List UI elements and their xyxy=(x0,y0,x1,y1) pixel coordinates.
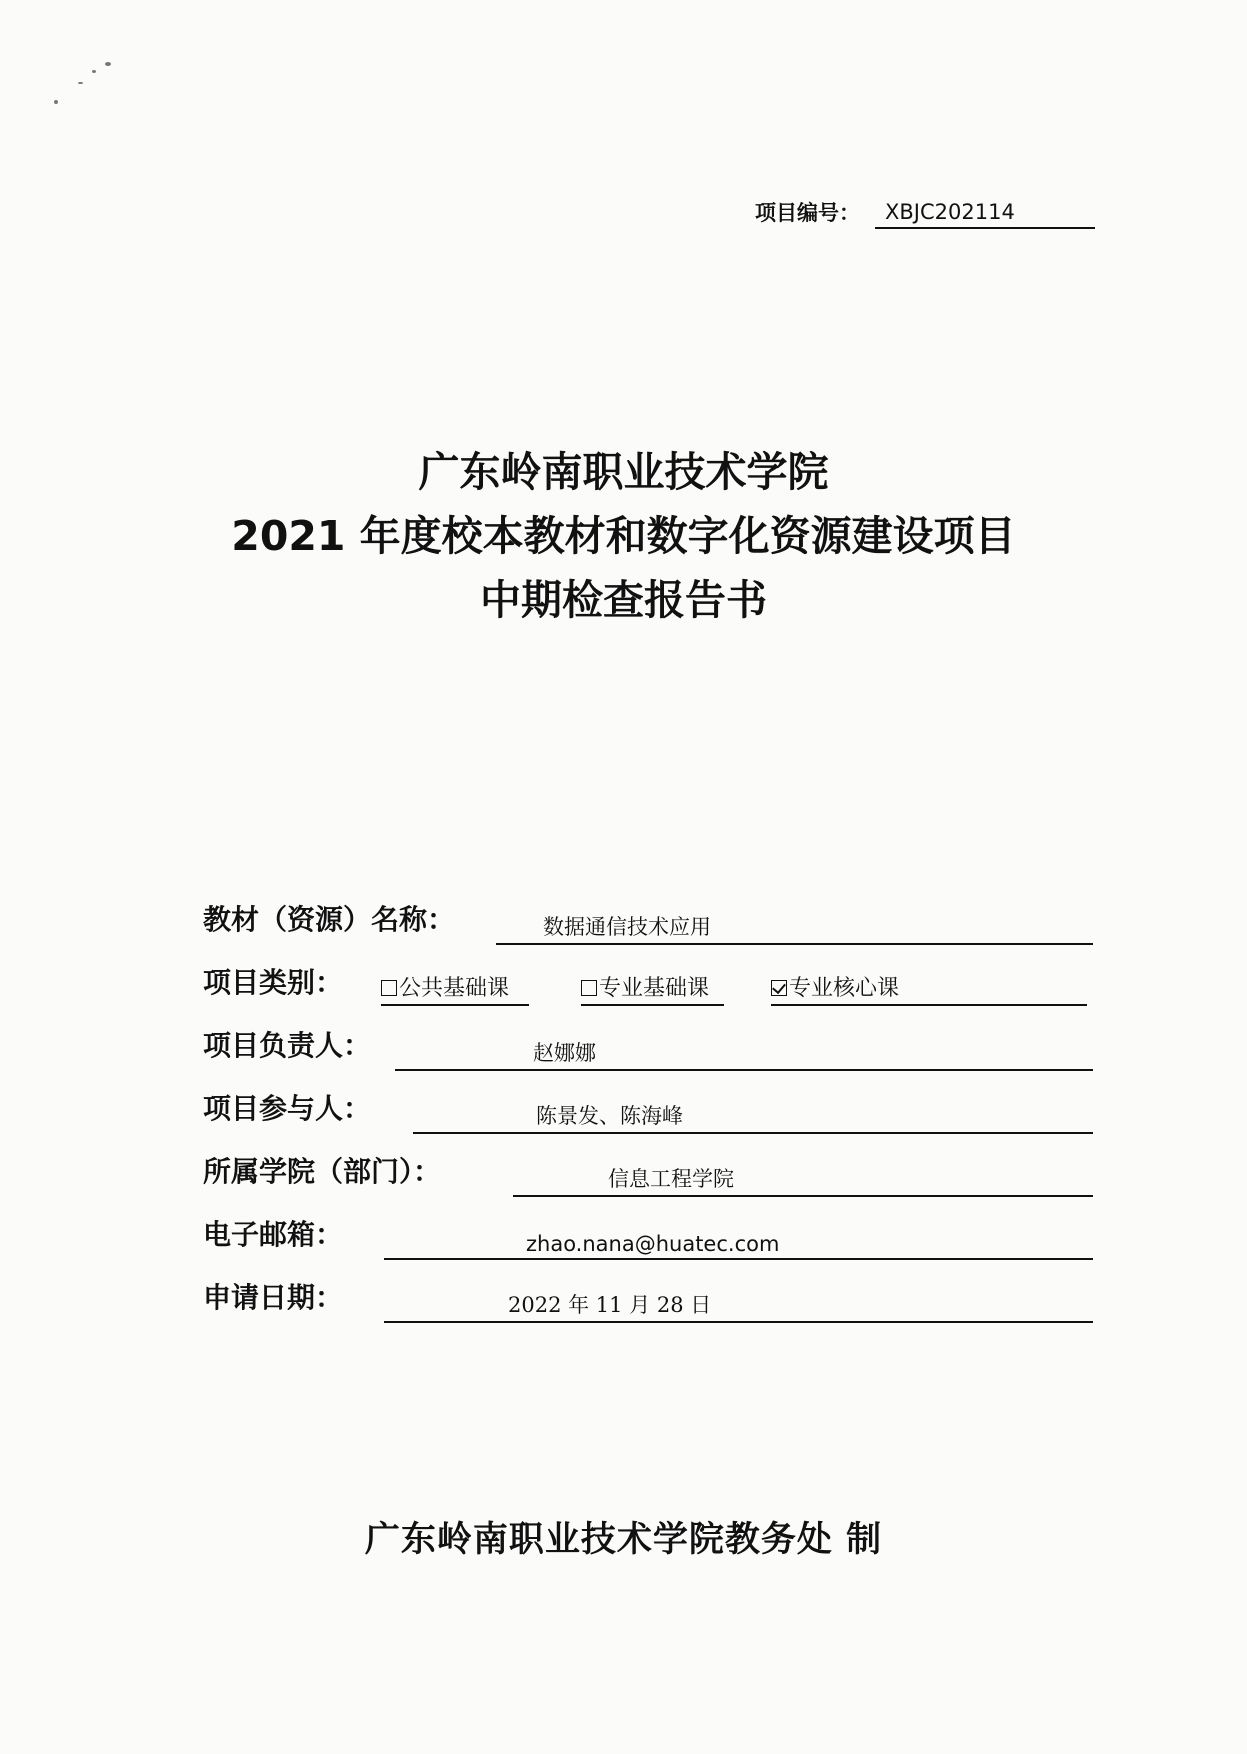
report-title xyxy=(0,440,1247,632)
college-row xyxy=(203,1142,1093,1205)
participants-line xyxy=(413,1098,1093,1134)
category-option-label: 专业核心课 xyxy=(789,976,900,1001)
project-number-label: 项目编号： xyxy=(755,201,860,225)
material-name-value: 数据通信技术应用 xyxy=(543,915,711,939)
checked-box-icon xyxy=(771,980,787,996)
title-line-institution: 广东岭南职业技术学院 xyxy=(418,448,829,496)
leader-line xyxy=(395,1035,1093,1071)
leader-value: 赵娜娜 xyxy=(533,1041,596,1065)
leader-label: 项目负责人： xyxy=(203,1029,372,1062)
scan-speck xyxy=(78,82,83,84)
date-value: 2022 年 11 月 28 日 xyxy=(508,1293,712,1317)
info-form xyxy=(203,890,1093,1331)
project-number-value: XBJC202114 xyxy=(875,197,1095,229)
category-option-core xyxy=(771,971,1087,1006)
date-label: 申请日期： xyxy=(203,1281,344,1314)
college-value: 信息工程学院 xyxy=(608,1167,734,1191)
category-label: 项目类别： xyxy=(203,966,344,999)
date-row xyxy=(203,1268,1093,1331)
date-line xyxy=(384,1287,1093,1323)
category-row xyxy=(203,953,1093,1016)
title-line-project: 2021 年度校本教材和数字化资源建设项目 xyxy=(231,512,1016,560)
category-option-label: 专业基础课 xyxy=(599,976,710,1001)
email-value: zhao.nana@huatec.com xyxy=(526,1232,780,1256)
email-row xyxy=(203,1205,1093,1268)
college-label: 所属学院（部门）： xyxy=(203,1155,442,1188)
checkbox-icon xyxy=(381,980,397,996)
material-name-row xyxy=(203,890,1093,953)
scan-speck xyxy=(54,100,58,104)
participants-value: 陈景发、陈海峰 xyxy=(536,1104,683,1128)
title-line-report: 中期检查报告书 xyxy=(480,576,767,624)
email-label: 电子邮箱： xyxy=(203,1218,344,1251)
category-option-foundation xyxy=(581,971,724,1006)
project-number xyxy=(755,197,1095,233)
participants-row xyxy=(203,1079,1093,1142)
material-name-label: 教材（资源）名称： xyxy=(203,903,456,936)
participants-label: 项目参与人： xyxy=(203,1092,372,1125)
scan-speck xyxy=(105,62,111,66)
checkbox-icon xyxy=(581,980,597,996)
category-option-public xyxy=(381,971,529,1006)
college-line xyxy=(513,1161,1093,1197)
issuer-footer: 广东岭南职业技术学院教务处 制 xyxy=(364,1520,883,1560)
leader-row xyxy=(203,1016,1093,1079)
category-option-label: 公共基础课 xyxy=(399,976,510,1001)
scan-speck xyxy=(92,70,96,73)
